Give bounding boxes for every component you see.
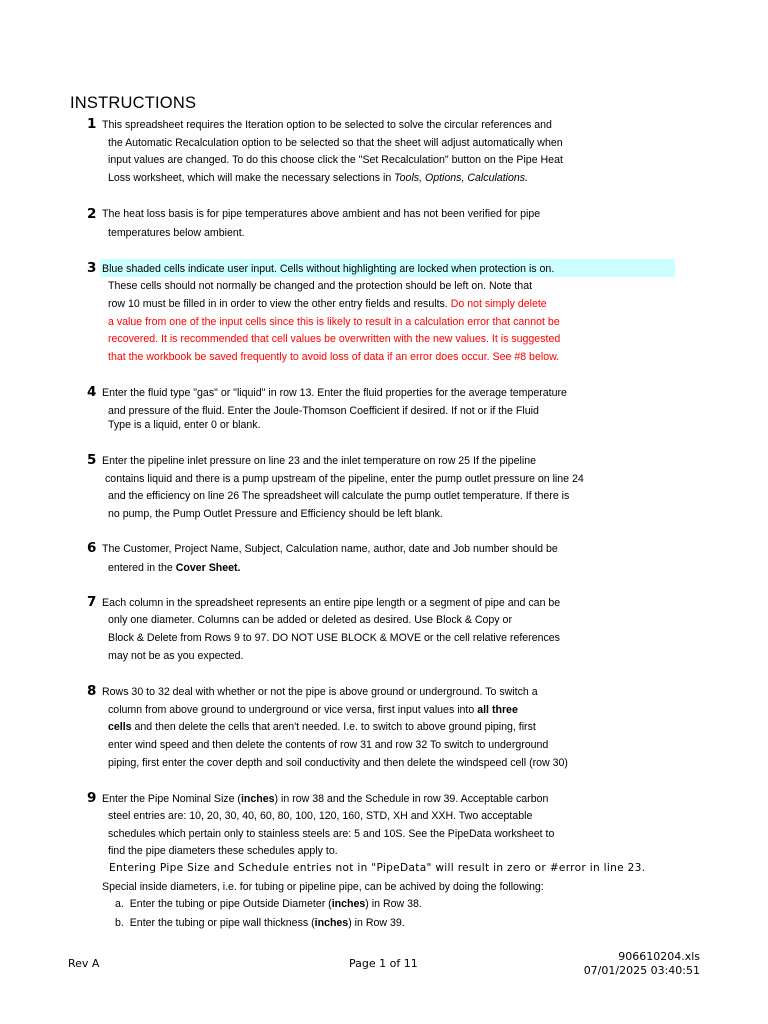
item-1-line-2: the Automatic Recalculation option to be selected so that the sheet will adjust automatically when: [108, 137, 563, 149]
sub-item-a-post: ) in Row 38.: [365, 898, 422, 910]
item-6-line-1: The Customer, Project Name, Subject, Calculation name, author, date and Job number should be: [102, 543, 558, 555]
item-4-line-3: Type is a liquid, enter 0 or blank.: [108, 419, 261, 431]
sub-item-a: [115, 898, 422, 911]
item-8-line-5: piping, first enter the cover depth and soil conductivity and then delete the windspeed cell (row 30): [108, 757, 568, 769]
item-2-line-1: The heat loss basis is for pipe temperatures above ambient and has not been verified for pipe: [102, 208, 541, 220]
item-5-line-3: and the efficiency on line 26 The spreadsheet will calculate the pump outlet temperature. If there is: [108, 490, 570, 502]
item-1-italic-menu-path: Tools, Options, Calculations.: [394, 172, 529, 184]
item-8-line-3: [108, 721, 536, 734]
item-3-line-1: Blue shaded cells indicate user input. Cells without highlighting are locked when protection is on.: [102, 263, 555, 275]
item-3-line-2: These cells should not normally be changed and the protection should be left on. Note that: [108, 280, 533, 292]
item-number-2: 2: [87, 206, 97, 222]
item-7-line-2: only one diameter. Columns can be added or deleted as desired. Use Block & Copy or: [108, 614, 512, 626]
footer-page-number: Page 1 of 11: [349, 957, 418, 970]
inches-emphasis: inches: [240, 793, 275, 805]
item-9-pipedata-note: Entering Pipe Size and Schedule entries not in "PipeData" will result in zero or #error in line 23.: [109, 862, 646, 874]
item-8-line-2-text: column from above ground to underground or vice versa, first input values into: [108, 704, 478, 716]
item-9-line-4: find the pipe diameters these schedules apply to.: [108, 845, 338, 857]
item-7-line-3: Block & Delete from Rows 9 to 97. DO NOT USE BLOCK & MOVE or the cell relative references: [108, 632, 560, 644]
cover-sheet-ref: Cover Sheet.: [175, 562, 241, 574]
warning-line-3: that the workbook be saved frequently to avoid loss of data if an error does occur. See #8 below.: [108, 351, 560, 363]
sub-item-a-bold: inches: [331, 898, 366, 910]
item-6-line-2-text: entered in the: [108, 562, 176, 574]
warning-line-2: recovered. It is recommended that cell values be overwritten with the new values. It is suggested: [108, 333, 561, 345]
item-number-7: 7: [87, 594, 97, 610]
item-number-9: 9: [87, 790, 97, 806]
item-9-line-6: Special inside diameters, i.e. for tubing or pipeline pipe, can be achived by doing the following:: [102, 881, 544, 893]
sub-item-b-bold: inches: [314, 917, 349, 929]
item-7-line-1: Each column in the spreadsheet represents an entire pipe length or a segment of pipe and can be: [102, 597, 561, 609]
item-5-line-4: no pump, the Pump Outlet Pressure and Efficiency should be left blank.: [108, 508, 443, 520]
item-9-line-1-b: ) in row 38 and the Schedule in row 39. Acceptable carbon: [274, 793, 549, 805]
sub-item-b-pre: Enter the tubing or pipe wall thickness (: [129, 917, 315, 929]
footer-datetime: 07/01/2025 03:40:51: [583, 964, 700, 977]
item-4-line-1: Enter the fluid type "gas" or "liquid" in row 13. Enter the fluid properties for the average temperature: [102, 387, 567, 399]
sub-item-a-label: a.: [115, 898, 124, 910]
sub-item-b: [115, 917, 405, 930]
item-number-4: 4: [87, 384, 97, 400]
item-1-line-1: This spreadsheet requires the Iteration option to be selected to solve the circular references and: [102, 119, 552, 131]
item-9-line-1: [102, 793, 548, 806]
item-number-3: 3: [87, 260, 97, 276]
item-1-line-3: input values are changed. To do this choose click the "Set Recalculation" button on the Pipe Heat: [108, 154, 563, 166]
warning-line-1: a value from one of the input cells since this is likely to result in a calculation error that cannot be: [108, 316, 560, 328]
page-title: INSTRUCTIONS: [70, 94, 197, 112]
item-8-line-2: [108, 704, 518, 717]
item-8-line-4: enter wind speed and then delete the contents of row 31 and row 32 To switch to underground: [108, 739, 549, 751]
item-5-line-2: contains liquid and there is a pump upstream of the pipeline, enter the pump outlet pressure on line 24: [105, 473, 584, 485]
item-8-line-3-text: and then delete the cells that aren't needed. I.e. to switch to above ground piping, first: [131, 721, 536, 733]
item-4-line-2: and pressure of the fluid. Enter the Joule-Thomson Coefficient if desired. If not or if the Fluid: [108, 405, 539, 417]
item-9-line-3: schedules which pertain only to stainless steels are: 5 and 10S. See the PipeData worksheet to: [108, 828, 555, 840]
item-number-1: 1: [87, 116, 97, 132]
sub-item-a-pre: Enter the tubing or pipe Outside Diameter (: [129, 898, 332, 910]
item-1-line-4: [108, 172, 528, 185]
item-number-5: 5: [87, 452, 97, 468]
all-three-emphasis: all three: [477, 704, 518, 716]
item-9-line-2: steel entries are: 10, 20, 30, 40, 60, 80, 100, 120, 160, STD, XH and XXH. Two acceptable: [108, 810, 533, 822]
cells-emphasis: cells: [108, 721, 132, 733]
item-9-line-1-a: Enter the Pipe Nominal Size (: [102, 793, 241, 805]
item-2-line-2: temperatures below ambient.: [108, 227, 245, 239]
item-1-line-4-text: Loss worksheet, which will make the necessary selections in: [108, 172, 395, 184]
item-8-line-1: Rows 30 to 32 deal with whether or not the pipe is above ground or underground. To switch a: [102, 686, 538, 698]
sub-item-b-label: b.: [115, 917, 124, 929]
item-7-line-4: may not be as you expected.: [108, 650, 244, 662]
warning-text-start: Do not simply delete: [450, 298, 547, 310]
item-6-line-2: [108, 562, 241, 575]
item-3-line-3: [108, 298, 547, 311]
footer-revision: Rev A: [68, 957, 100, 970]
item-number-8: 8: [87, 683, 97, 699]
item-5-line-1: Enter the pipeline inlet pressure on line 23 and the inlet temperature on row 25 If the pipeline: [102, 455, 537, 467]
sub-item-b-post: ) in Row 39.: [348, 917, 405, 929]
item-3-line-3-text: row 10 must be filled in in order to view the other entry fields and results.: [108, 298, 451, 310]
footer-filename: 906610204.xls: [618, 950, 700, 963]
item-number-6: 6: [87, 540, 97, 556]
